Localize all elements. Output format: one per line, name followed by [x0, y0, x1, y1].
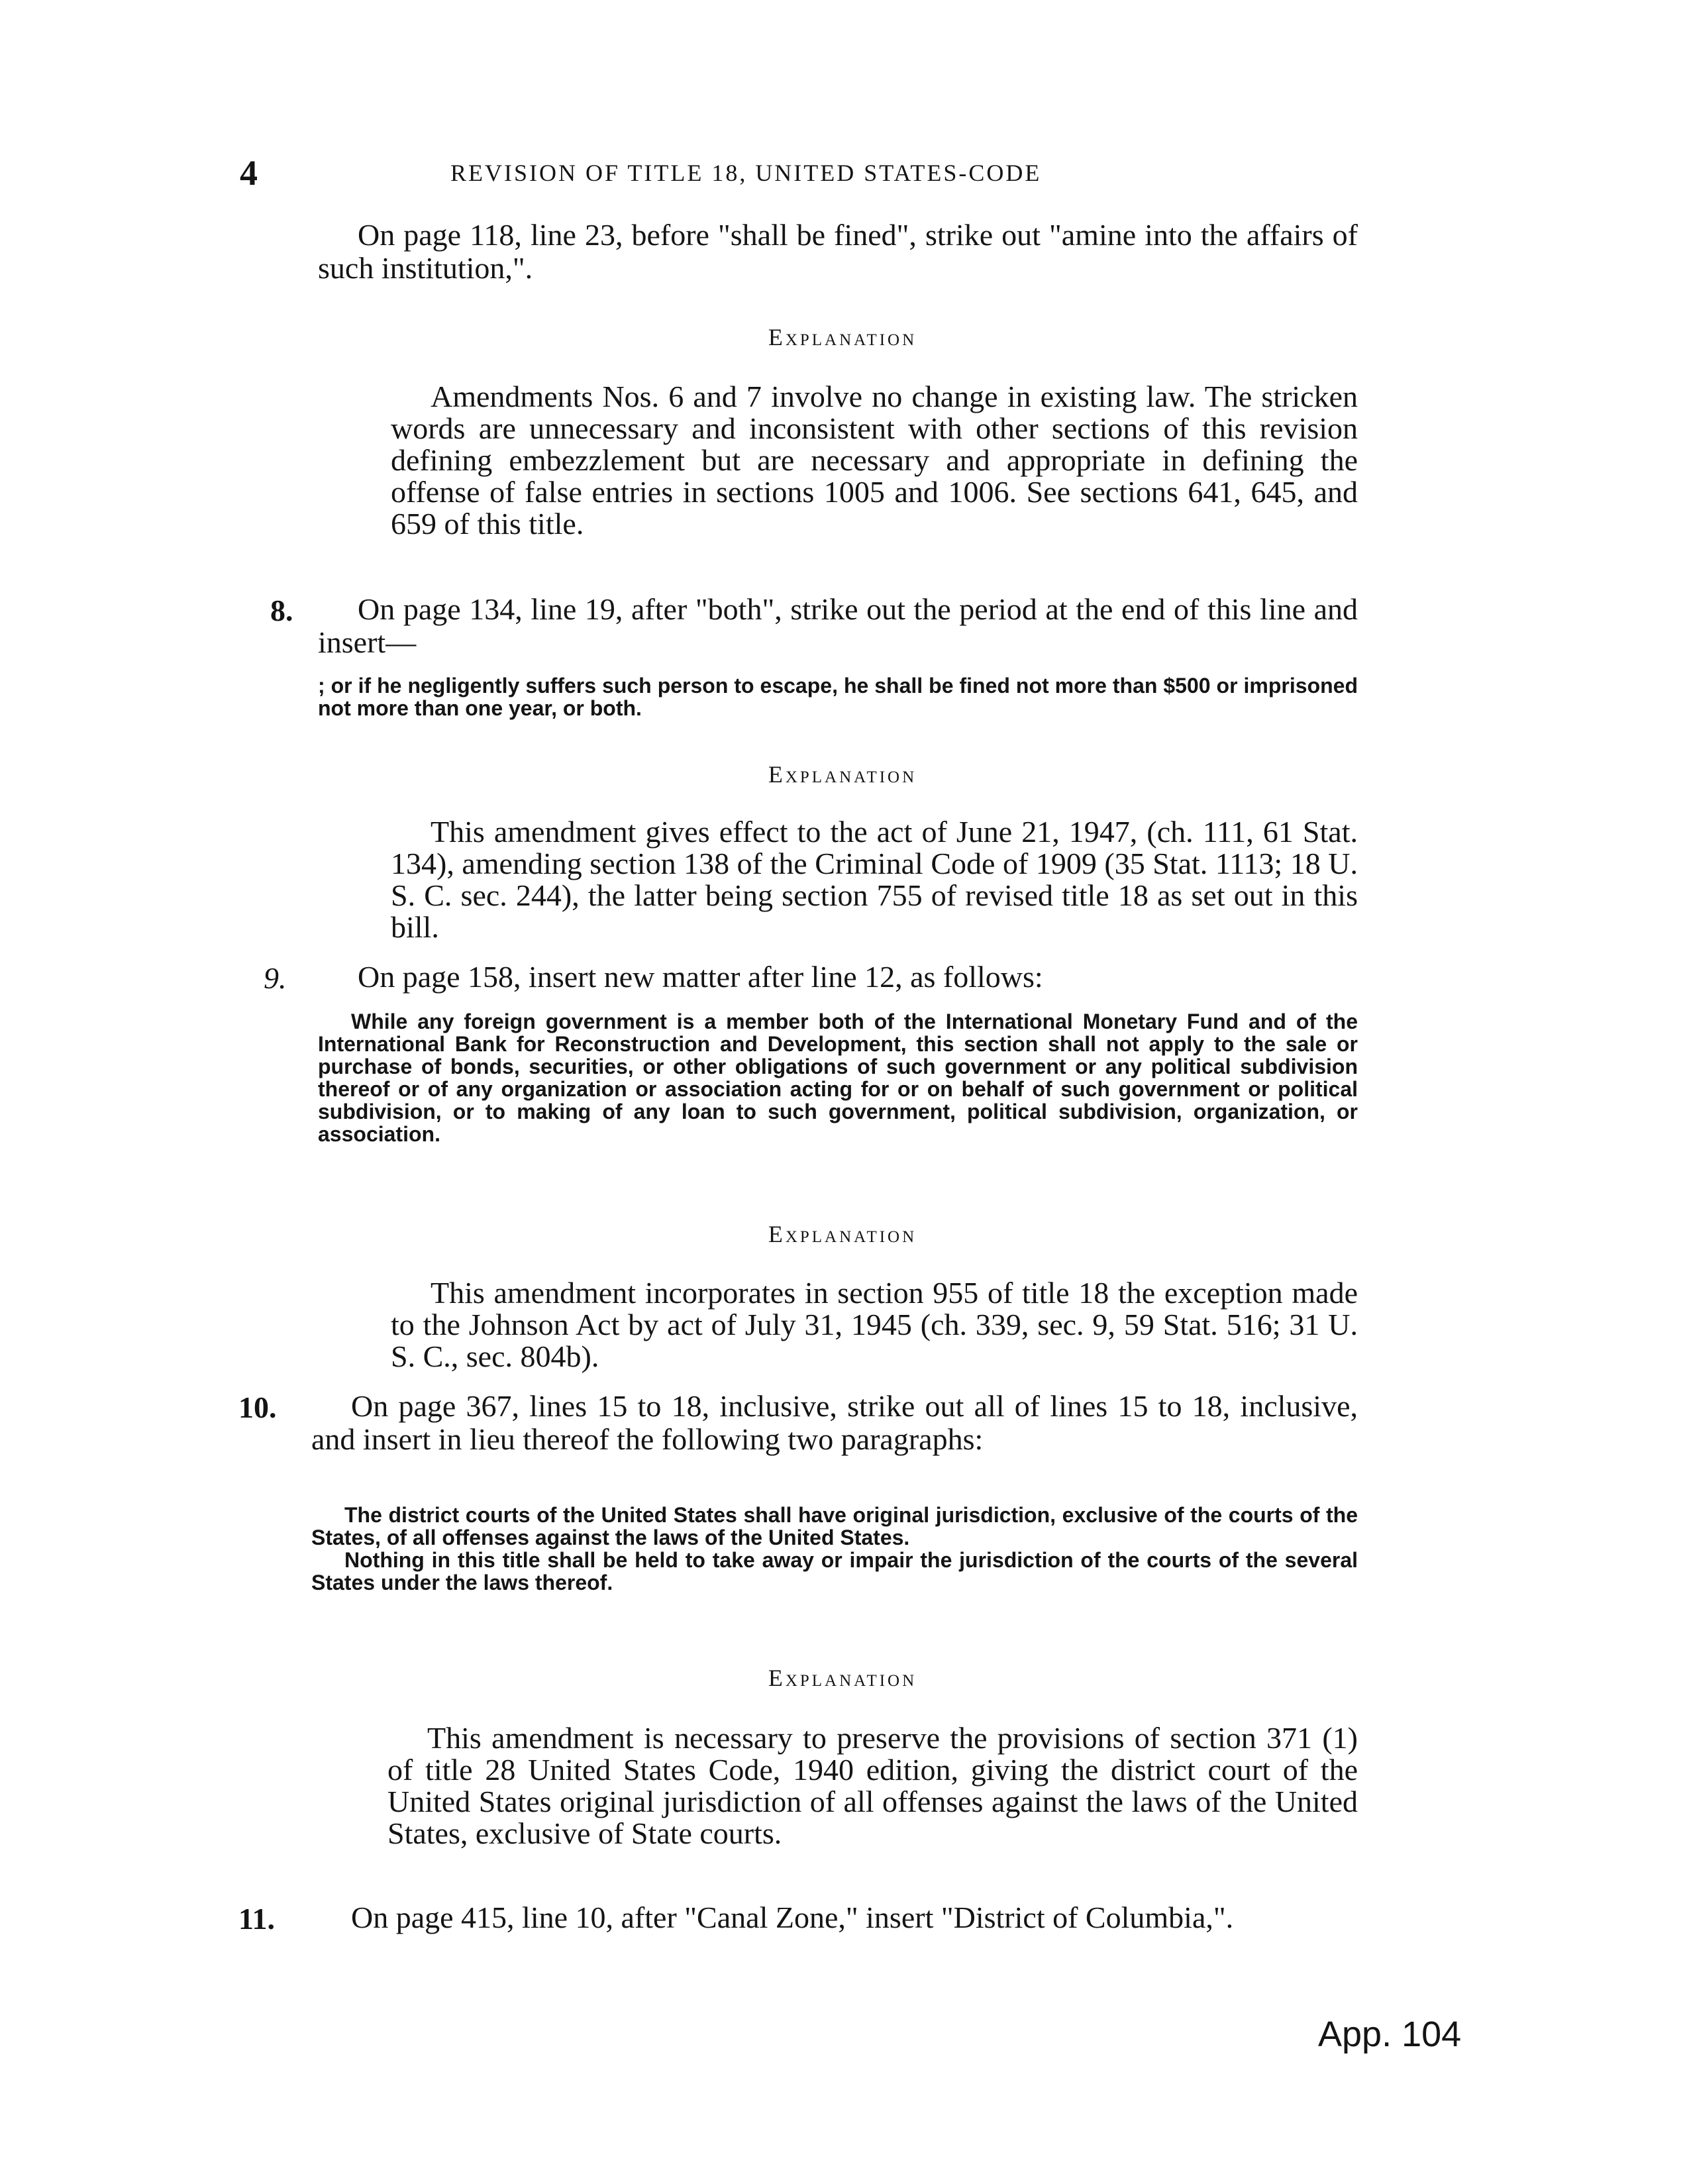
explanation-4: [387, 1722, 1358, 1849]
explanation-1: [391, 381, 1358, 540]
amendment-9-text: On page 158, insert new matter after line 12, as follows:: [358, 960, 1043, 994]
intro-amendment-text: On page 118, line 23, before "shall be fined", strike out "amine into the affairs of such institution,".: [318, 218, 1358, 285]
amendment-8-quote-text: ; or if he negligently suffers such person to escape, he shall be fined not more than $500 or imprisoned not more than one year, or both.: [318, 674, 1358, 720]
amendment-10-number: 10.: [238, 1390, 277, 1424]
amendment-11-number: 11.: [238, 1902, 275, 1936]
explanation-heading-3: Explanation: [768, 1221, 917, 1247]
explanation-3: [391, 1277, 1358, 1373]
amendment-10-text: On page 367, lines 15 to 18, inclusive, strike out all of lines 15 to 18, inclusive, and insert in lieu thereof the following two paragraphs:: [311, 1389, 1358, 1456]
amendment-8-number: 8.: [270, 594, 293, 627]
amendment-8: [318, 593, 1358, 659]
amendment-8-text: On page 134, line 19, after "both", strike out the period at the end of this line and insert—: [318, 592, 1358, 659]
page-number: 4: [240, 153, 258, 193]
amendment-10-quote-1: The district courts of the United States shall have original jurisdiction, exclusive of the courts of the States, of all offenses against the laws of the United States.: [311, 1503, 1358, 1549]
explanation-heading-1: Explanation: [768, 324, 917, 350]
explanation-heading-4: Explanation: [768, 1665, 917, 1691]
running-head: REVISION OF TITLE 18, UNITED STATES-CODE: [450, 160, 1042, 186]
explanation-4-text: This amendment is necessary to preserve the provisions of section 371 (1) of title 28 United States Code, 1940 edition, giving the district court of the United States original jurisdiction of all offenses against the laws of the United States, exclusive of State courts.: [387, 1721, 1358, 1850]
amendment-9: [318, 961, 1358, 994]
amendment-9-number: 9.: [264, 961, 287, 995]
amendment-10: [311, 1390, 1358, 1456]
explanation-1-text: Amendments Nos. 6 and 7 involve no change in existing law. The stricken words are unnecessary and inconsistent with other sections of this revision defining embezzlement but are necessary and appropriate in defining the offense of false entries in sections 1005 and 1006. See sections 641, 645, and 659 of this title.: [391, 380, 1358, 541]
amendment-11-text: On page 415, line 10, after "Canal Zone," insert "District of Columbia,".: [351, 1900, 1234, 1934]
explanation-3-text: This amendment incorporates in section 955 of title 18 the exception made to the Johnson Act by act of July 31, 1945 (ch. 339, sec. 9, 59 Stat. 516; 31 U. S. C., sec. 804b).: [391, 1276, 1358, 1373]
appendix-page-label: App. 104: [1318, 2014, 1462, 2054]
amendment-9-quote: [318, 1010, 1358, 1145]
amendment-10-quote-2: Nothing in this title shall be held to take away or impair the jurisdiction of the courts of the several States under the laws thereof.: [311, 1548, 1358, 1594]
amendment-8-quote: [318, 674, 1358, 719]
intro-amendment: [318, 219, 1358, 285]
explanation-2: [391, 816, 1358, 943]
amendment-9-quote-text: While any foreign government is a member both of the International Monetary Fund and of the International Bank for Reconstruction and Development, this section shall not apply to the sale or purchase of bonds, securities, or other obligations of such government or any political subdivision thereof or of any organization or association acting for or on behalf of such government or political subdivision, or to making of any loan to such government, political subdivision, organization, or association.: [318, 1010, 1358, 1146]
explanation-2-text: This amendment gives effect to the act of June 21, 1947, (ch. 111, 61 Stat. 134), amending section 138 of the Criminal Code of 1909 (35 Stat. 1113; 18 U. S. C. sec. 244), the latter being section 755 of revised title 18 as set out in this bill.: [391, 815, 1358, 944]
explanation-heading-2: Explanation: [768, 761, 917, 788]
amendment-10-quotes: [311, 1504, 1358, 1594]
amendment-11: [311, 1901, 1358, 1934]
